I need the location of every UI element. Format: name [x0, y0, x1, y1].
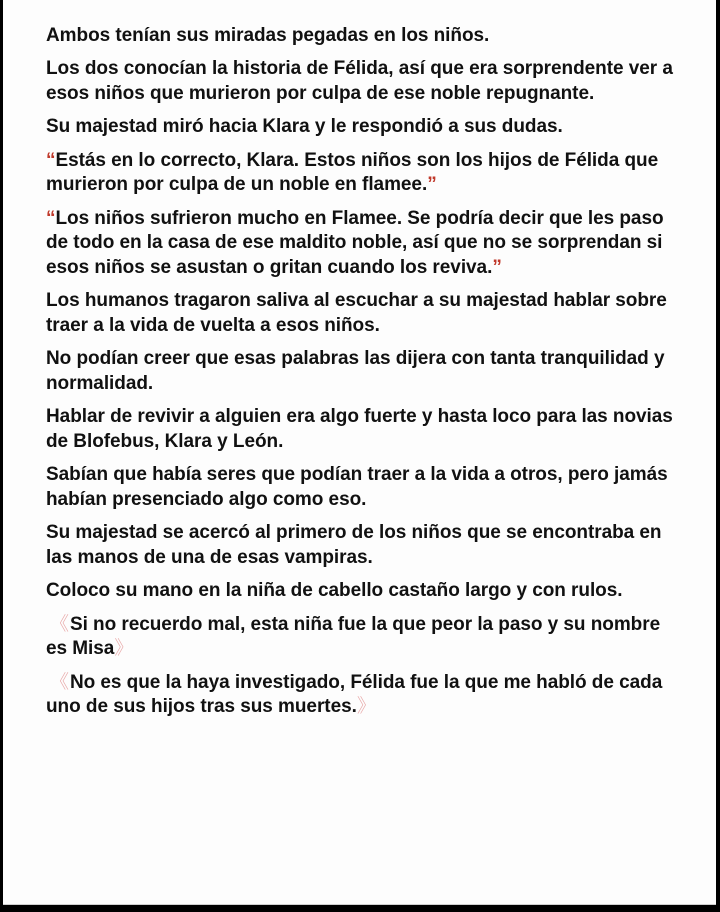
paragraph-dialogue: [46, 149, 680, 198]
close-double-angle-bracket: 》: [356, 696, 376, 718]
dialogue-text: Estás en lo correcto, Klara. Estos niños son los hijos de Félida que murieron por culpa de un noble en flamee.: [46, 149, 659, 196]
paragraph-narration: [46, 57, 680, 106]
open-double-angle-bracket: 《: [50, 671, 69, 693]
paragraph-text: Hablar de revivir a alguien era algo fuerte y hasta loco para las novias de Blofebus, Klara y León.: [46, 406, 673, 452]
paragraph-narration: [46, 463, 680, 512]
paragraph-narration: [46, 24, 680, 49]
paragraph-text: No podían creer que esas palabras las dijera con tanta tranquilidad y normalidad.: [46, 348, 665, 394]
paragraph-text: Los humanos tragaron saliva al escuchar a su majestad hablar sobre traer a la vida de vuelta a esos niños.: [46, 290, 667, 336]
paragraph-narration: [46, 289, 680, 338]
paragraph-thought: [46, 671, 680, 720]
paragraph-text: Coloco su mano en la niña de cabello castaño largo y con rulos.: [46, 580, 623, 602]
open-quote-mark: “: [46, 149, 56, 171]
paragraph-dialogue: [46, 207, 680, 281]
paragraph-text: Su majestad miró hacia Klara y le respondió a sus dudas.: [46, 116, 563, 138]
paragraph-text: Sabían que había seres que podían traer a la vida a otros, pero jamás habían presenciado algo como eso.: [46, 464, 668, 510]
close-double-angle-bracket: 》: [114, 638, 134, 660]
dialogue-text: Los niños sufrieron mucho en Flamee. Se podría decir que les paso de todo en la casa de ese maldito noble, así que no se sorprendan si esos niños se asustan o gritan cuando los reviva.: [46, 207, 664, 278]
thought-text: Si no recuerdo mal, esta niña fue la que peor la paso y su nombre es Misa: [46, 613, 661, 660]
story-text: [46, 24, 680, 729]
paragraph-text: Ambos tenían sus miradas pegadas en los niños.: [46, 25, 490, 46]
paragraph-thought: [46, 613, 680, 662]
paragraph-narration: [46, 405, 680, 454]
close-quote-mark: ”: [427, 174, 437, 196]
paragraph-text: Su majestad se acercó al primero de los niños que se encontraba en las manos de una de esas vampiras.: [46, 522, 662, 568]
paragraph-narration: [46, 521, 680, 570]
open-quote-mark: “: [46, 207, 56, 229]
thought-text: No es que la haya investigado, Félida fue la que me habló de cada uno de sus hijos tras sus muertes.: [46, 671, 663, 718]
paragraph-narration: [46, 347, 680, 396]
paragraph-narration: [46, 115, 680, 140]
paragraph-text: Los dos conocían la historia de Félida, así que era sorprendente ver a esos niños que murieron por culpa de ese noble repugnante.: [46, 58, 673, 104]
close-quote-mark: ”: [492, 256, 502, 278]
open-double-angle-bracket: 《: [50, 613, 69, 635]
paragraph-narration: [46, 579, 680, 604]
document-page: [3, 0, 716, 905]
